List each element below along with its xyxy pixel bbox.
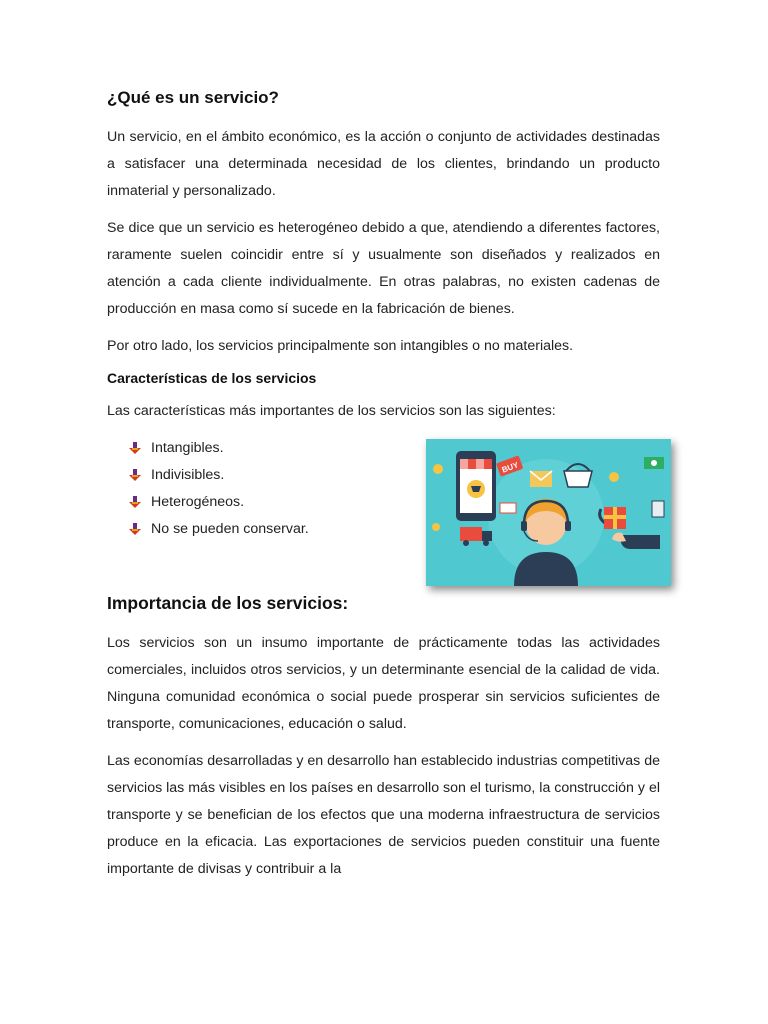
buy-tag-text: BUY (500, 460, 520, 475)
section-title: ¿Qué es un servicio? (107, 88, 279, 107)
list-item-label: Heterogéneos. (151, 494, 245, 510)
arrow-down-bullet-icon (129, 523, 141, 536)
arrow-down-bullet-icon (129, 469, 141, 482)
subheading-characteristics: Características de los servicios (107, 370, 317, 386)
list-item-label: Indivisibles. (151, 467, 225, 483)
paragraph: Las características más importantes de los servicios son las siguientes: (107, 403, 556, 419)
arrow-down-bullet-icon (129, 442, 141, 455)
paragraph: Las economías desarrolladas y en desarrollo han establecido industrias competitivas de servicios las más visibles en los países en desarrollo son el turismo, la construcción y el transporte y se benefician de los efectos que una moderna infraestructura de servicios produce en la eficacia. Las exportaciones de servicios pueden constituir una fuente importante de divisas y contribuir a la (107, 753, 660, 877)
paragraph: Un servicio, en el ámbito económico, es la acción o conjunto de actividades destinadas a satisfacer una determinada necesidad de los clientes, brindando un producto inmaterial y personalizado. (107, 129, 660, 199)
section-title: Importancia de los servicios: (107, 593, 349, 613)
paragraph: Los servicios son un insumo importante de prácticamente todas las actividades comerciales, incluidos otros servicios, y un determinante esencial de la calidad de vida. Ninguna comunidad económica o social puede prosperar sin servicios suficientes de transporte, comunicaciones, educación o salud. (107, 635, 660, 732)
paragraph: Se dice que un servicio es heterogéneo debido a que, atendiendo a diferentes factores, raramente suelen coincidir entre sí y usualmente son diseñados y realizados en atención a cada cliente individualmente. En otras palabras, no existen cadenas de producción en masa como sí sucede en la fabricación de bienes. (107, 220, 660, 317)
customer-service-illustration (426, 439, 671, 586)
list-item-label: No se pueden conservar. (151, 521, 309, 537)
paragraph: Por otro lado, los servicios principalmente son intangibles o no materiales. (107, 338, 574, 354)
arrow-down-bullet-icon (129, 496, 141, 509)
document-page (107, 88, 660, 893)
characteristics-block (107, 435, 660, 593)
list-item-label: Intangibles. (151, 440, 224, 456)
